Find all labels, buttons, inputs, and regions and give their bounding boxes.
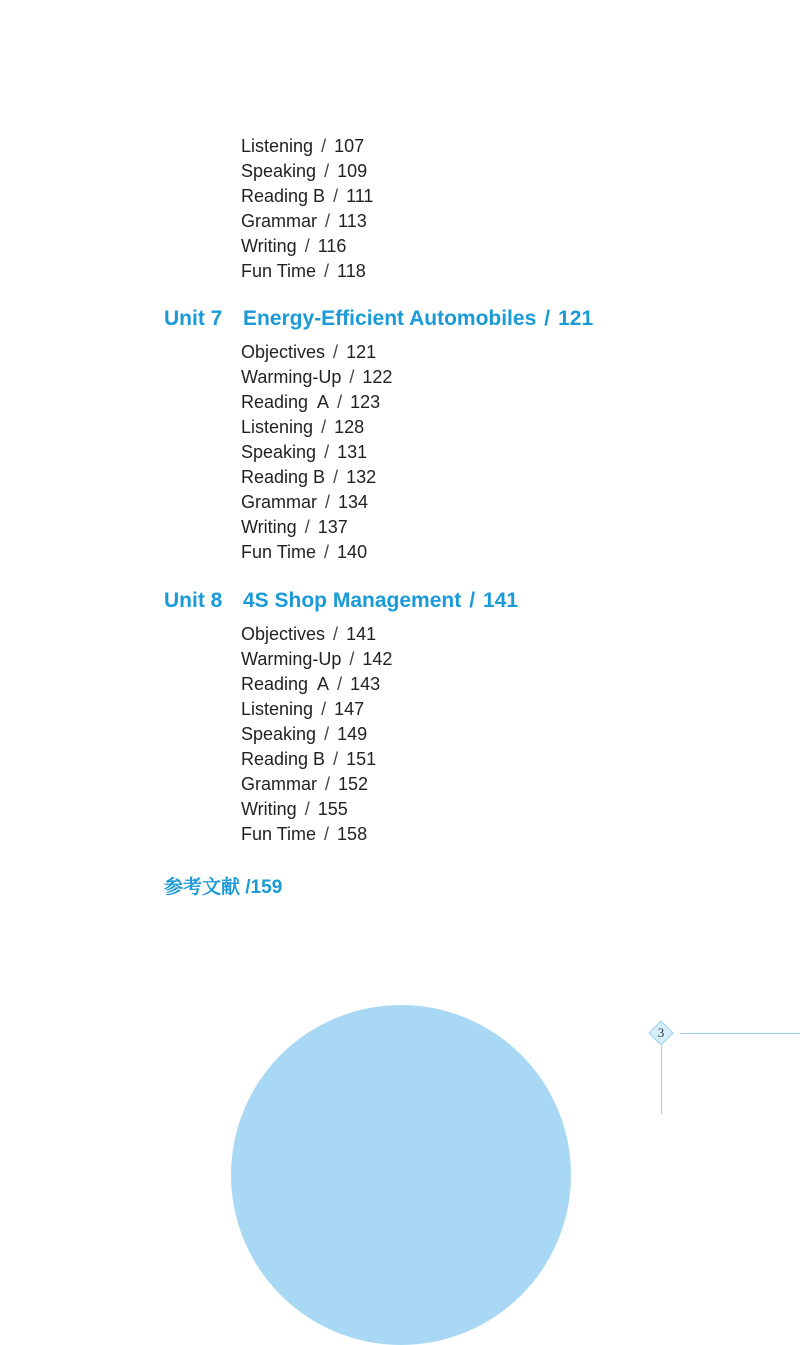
toc-item[interactable] <box>241 440 392 465</box>
toc-item-name: Writing <box>241 799 297 819</box>
unit-7-heading[interactable] <box>164 307 593 331</box>
toc-item-page: 131 <box>337 442 368 462</box>
toc-item-page: 134 <box>338 492 369 512</box>
toc-item-name: Warming-Up <box>241 367 342 387</box>
toc-item-name: Grammar <box>241 774 317 794</box>
toc-separator: / <box>304 517 310 537</box>
toc-separator: / <box>324 161 330 181</box>
toc-item-name: Listening <box>241 136 314 156</box>
toc-item[interactable] <box>241 822 392 847</box>
toc-item-name: Writing <box>241 517 297 537</box>
toc-item-page: 116 <box>317 236 347 256</box>
toc-item-page: 141 <box>346 624 377 644</box>
toc-item-name: Reading A <box>241 392 330 412</box>
toc-item-page: 128 <box>334 417 365 437</box>
toc-item-page: 132 <box>346 467 377 487</box>
toc-item-name: Objectives <box>241 342 326 362</box>
toc-separator: / <box>325 492 331 512</box>
toc-separator: / <box>337 392 343 412</box>
toc-item-name: Reading B <box>241 467 326 487</box>
toc-separator: / <box>324 442 330 462</box>
toc-item-page: 152 <box>338 774 369 794</box>
toc-item-name: Fun Time <box>241 824 317 844</box>
toc-item[interactable] <box>241 747 392 772</box>
toc-separator: / <box>324 261 330 281</box>
toc-item-name: Fun Time <box>241 261 317 281</box>
toc-item-page: 111 <box>346 186 374 206</box>
toc-item-page: 140 <box>337 542 368 562</box>
toc-item[interactable] <box>241 797 392 822</box>
toc-item-page: 142 <box>362 649 393 669</box>
toc-item-page: 149 <box>337 724 368 744</box>
page-marker-line-horizontal <box>680 1033 800 1034</box>
toc-item-name: Warming-Up <box>241 649 342 669</box>
toc-item[interactable] <box>241 390 392 415</box>
toc-separator: / <box>321 699 327 719</box>
toc-item-page: 137 <box>317 517 348 537</box>
decorative-circle <box>231 1005 571 1345</box>
references-link[interactable]: 参考文献 /159 <box>164 877 283 898</box>
toc-separator: / <box>333 342 339 362</box>
toc-item[interactable] <box>241 647 392 672</box>
toc-separator: / <box>324 824 330 844</box>
toc-item-page: 158 <box>337 824 368 844</box>
toc-item[interactable] <box>241 340 392 365</box>
toc-item-page: 113 <box>338 211 367 231</box>
toc-separator: / <box>324 542 330 562</box>
toc-item-name: Reading A <box>241 674 330 694</box>
toc-item-page: 155 <box>317 799 348 819</box>
toc-item[interactable] <box>241 515 392 540</box>
toc-item-name: Grammar <box>241 492 317 512</box>
toc-item[interactable] <box>241 465 392 490</box>
toc-separator: / <box>333 467 339 487</box>
toc-item-name: Speaking <box>241 161 317 181</box>
unit-8-heading[interactable] <box>164 589 518 613</box>
toc-item-page: 109 <box>337 161 368 181</box>
toc-item-name: Reading B <box>241 749 326 769</box>
toc-separator: / <box>304 236 310 256</box>
toc-separator: / <box>321 136 327 156</box>
toc-item-name: Speaking <box>241 724 317 744</box>
unit-7-items <box>241 340 392 565</box>
unit-title: 4S Shop Management <box>243 589 462 612</box>
unit-number: Unit 7 <box>164 307 223 330</box>
toc-item[interactable] <box>241 540 392 565</box>
toc-item-page: 123 <box>350 392 381 412</box>
toc-separator: / <box>544 307 551 330</box>
toc-item[interactable] <box>241 722 392 747</box>
toc-item-name: Writing <box>241 236 297 256</box>
toc-separator: / <box>333 749 339 769</box>
page-marker-line-vertical <box>661 1046 662 1114</box>
toc-item-name: Reading B <box>241 186 326 206</box>
toc-item-name: Listening <box>241 699 314 719</box>
page-number: 3 <box>657 1025 665 1040</box>
unit-page: 141 <box>483 589 519 612</box>
unit-8-items <box>241 622 392 847</box>
toc-separator: / <box>333 186 339 206</box>
toc-separator: / <box>349 649 355 669</box>
toc-item-name: Objectives <box>241 624 326 644</box>
toc-item-page: 122 <box>362 367 393 387</box>
toc-item[interactable] <box>241 622 392 647</box>
toc-item[interactable] <box>241 159 373 184</box>
unit-page: 121 <box>558 307 594 330</box>
toc-item[interactable] <box>241 697 392 722</box>
toc-item-page: 143 <box>350 674 381 694</box>
previous-unit-items <box>241 134 373 284</box>
toc-item[interactable] <box>241 365 392 390</box>
toc-separator: / <box>304 799 310 819</box>
unit-title: Energy-Efficient Automobiles <box>243 307 537 330</box>
toc-item-name: Listening <box>241 417 314 437</box>
toc-item-page: 151 <box>346 749 377 769</box>
toc-separator: / <box>333 624 339 644</box>
toc-item-page: 121 <box>346 342 377 362</box>
toc-item[interactable] <box>241 672 392 697</box>
toc-separator: / <box>321 417 327 437</box>
toc-separator: / <box>469 589 476 612</box>
toc-item[interactable] <box>241 490 392 515</box>
toc-separator: / <box>349 367 355 387</box>
toc-item[interactable] <box>241 134 373 159</box>
toc-item[interactable] <box>241 772 392 797</box>
toc-item-page: 118 <box>337 261 366 281</box>
toc-item-name: Speaking <box>241 442 317 462</box>
toc-separator: / <box>325 211 331 231</box>
toc-item[interactable] <box>241 234 373 259</box>
toc-item[interactable] <box>241 184 373 209</box>
toc-item[interactable] <box>241 259 373 284</box>
toc-item-page: 147 <box>334 699 365 719</box>
toc-item[interactable] <box>241 209 373 234</box>
toc-separator: / <box>325 774 331 794</box>
unit-number: Unit 8 <box>164 589 223 612</box>
toc-separator: / <box>337 674 343 694</box>
toc-item[interactable] <box>241 415 392 440</box>
toc-separator: / <box>324 724 330 744</box>
toc-item-name: Grammar <box>241 211 317 231</box>
toc-item-name: Fun Time <box>241 542 317 562</box>
toc-item-page: 107 <box>334 136 365 156</box>
